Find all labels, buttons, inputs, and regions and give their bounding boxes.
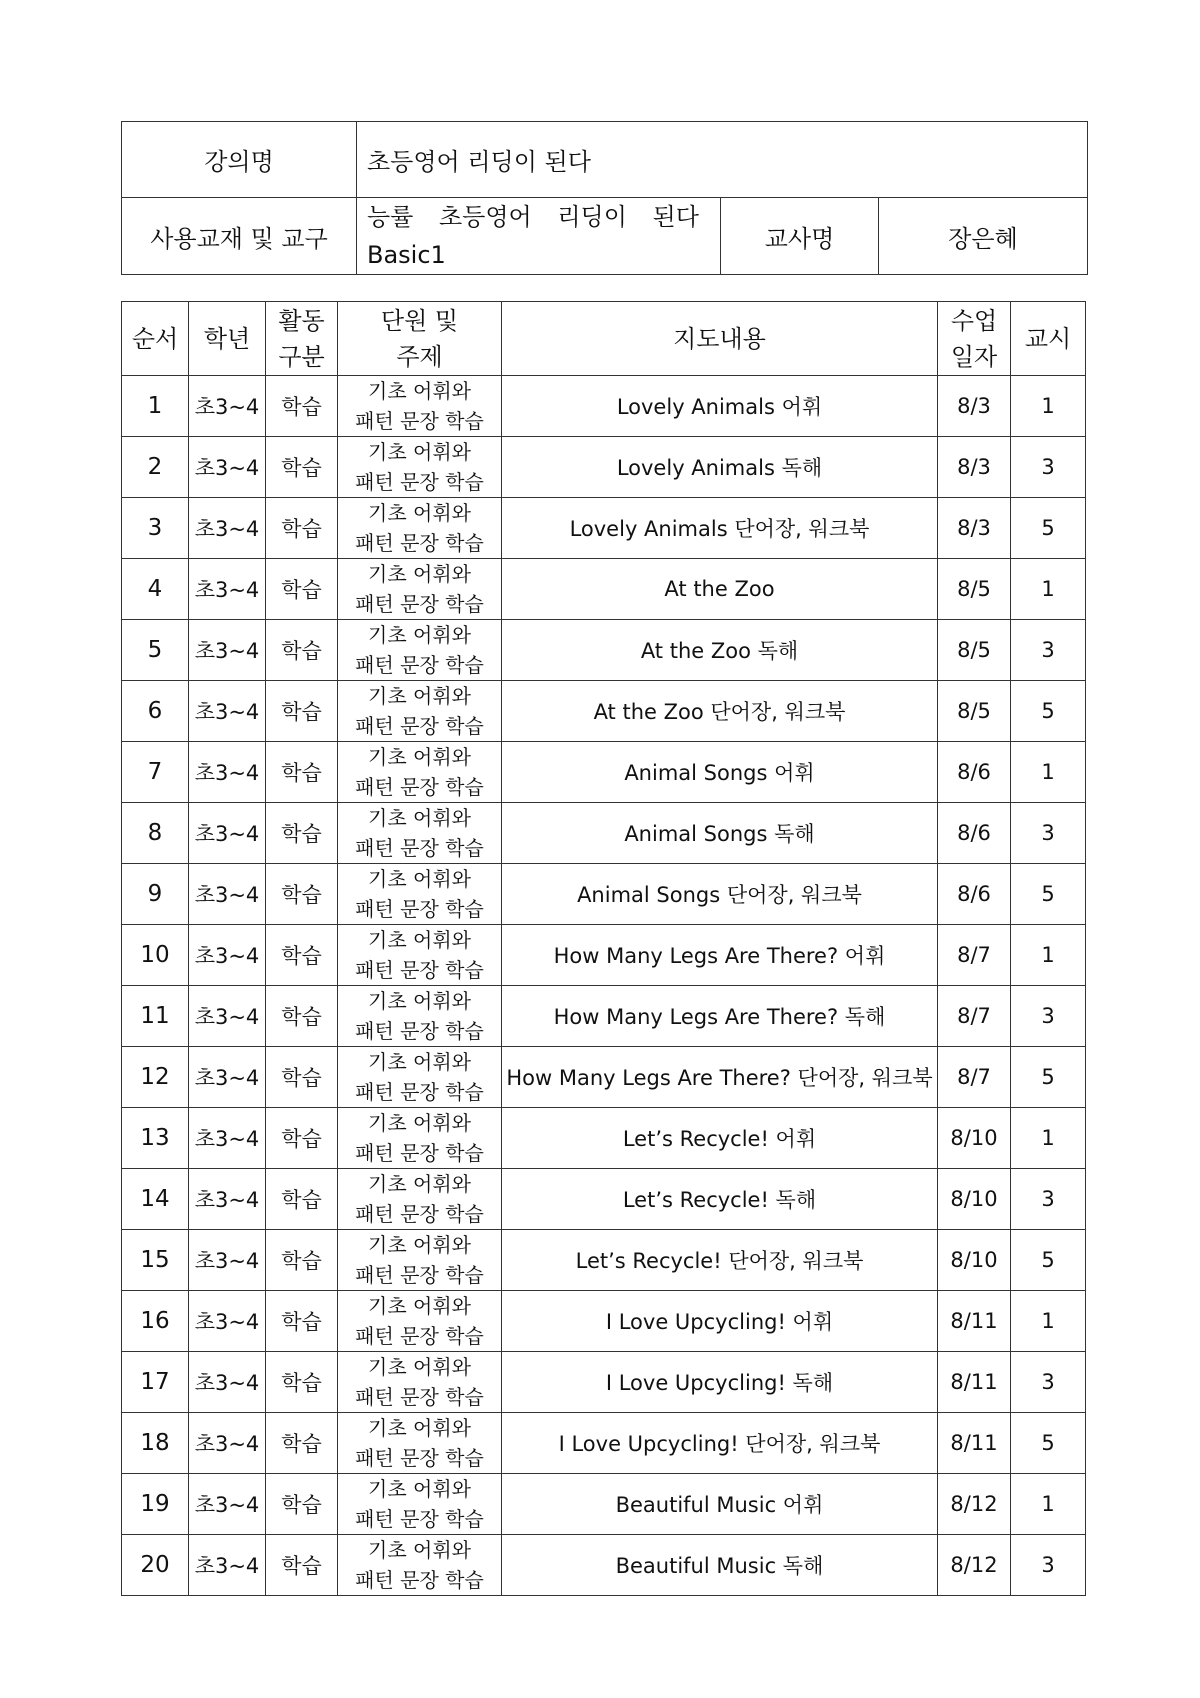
schedule-header-row (122, 302, 1086, 376)
row-content-cell: How Many Legs Are There? 어휘 (502, 925, 938, 986)
table-row (122, 620, 1086, 681)
row-period-cell: 5 (1011, 681, 1086, 742)
row-activity-cell: 학습 (266, 1535, 338, 1596)
row-grade-cell: 초3~4 (189, 437, 266, 498)
row-grade-cell: 초3~4 (189, 1352, 266, 1413)
row-content-cell: At the Zoo 독해 (502, 620, 938, 681)
row-unit-cell (338, 1535, 502, 1596)
row-activity-cell: 학습 (266, 1169, 338, 1230)
row-unit-cell (338, 864, 502, 925)
row-grade-cell: 초3~4 (189, 1474, 266, 1535)
row-grade-cell: 초3~4 (189, 986, 266, 1047)
row-activity-cell: 학습 (266, 864, 338, 925)
header-activity-line1: 활동 (278, 306, 325, 335)
row-content-cell: Lovely Animals 단어장, 워크북 (502, 498, 938, 559)
row-date-cell: 8/11 (938, 1291, 1011, 1352)
row-period-cell: 1 (1011, 1108, 1086, 1169)
row-activity-cell: 학습 (266, 620, 338, 681)
row-unit-line2: 패턴 문장 학습 (355, 1141, 484, 1165)
row-date-cell: 8/10 (938, 1169, 1011, 1230)
row-unit-cell (338, 1352, 502, 1413)
row-date-cell: 8/6 (938, 864, 1011, 925)
row-unit-cell (338, 681, 502, 742)
row-unit-line2: 패턴 문장 학습 (355, 409, 484, 433)
row-period-cell: 5 (1011, 498, 1086, 559)
row-grade-cell: 초3~4 (189, 376, 266, 437)
row-period-cell: 3 (1011, 437, 1086, 498)
row-content-cell: Animal Songs 단어장, 워크북 (502, 864, 938, 925)
row-date-cell: 8/12 (938, 1474, 1011, 1535)
row-order-cell: 10 (122, 925, 189, 986)
row-date-cell: 8/11 (938, 1413, 1011, 1474)
header-unit-line1: 단원 및 (380, 306, 459, 335)
header-grade: 학년 (189, 302, 266, 376)
table-row (122, 376, 1086, 437)
row-grade-cell: 초3~4 (189, 1291, 266, 1352)
table-row (122, 803, 1086, 864)
row-period-cell: 1 (1011, 559, 1086, 620)
row-grade-cell: 초3~4 (189, 1047, 266, 1108)
header-content: 지도내용 (502, 302, 938, 376)
row-content-cell: How Many Legs Are There? 독해 (502, 986, 938, 1047)
row-activity-cell: 학습 (266, 742, 338, 803)
row-content-cell: At the Zoo (502, 559, 938, 620)
row-unit-cell (338, 437, 502, 498)
row-unit-line1: 기초 어휘와 (368, 623, 471, 647)
row-period-cell: 5 (1011, 1413, 1086, 1474)
table-row (122, 1535, 1086, 1596)
row-order-cell: 19 (122, 1474, 189, 1535)
row-period-cell: 1 (1011, 925, 1086, 986)
header-unit (338, 302, 502, 376)
row-content-cell: I Love Upcycling! 단어장, 워크북 (502, 1413, 938, 1474)
row-unit-line2: 패턴 문장 학습 (355, 1507, 484, 1531)
row-unit-line2: 패턴 문장 학습 (355, 1202, 484, 1226)
row-content-cell: At the Zoo 단어장, 워크북 (502, 681, 938, 742)
row-grade-cell: 초3~4 (189, 1230, 266, 1291)
row-unit-line2: 패턴 문장 학습 (355, 592, 484, 616)
row-activity-cell: 학습 (266, 437, 338, 498)
row-unit-line2: 패턴 문장 학습 (355, 897, 484, 921)
row-unit-line2: 패턴 문장 학습 (355, 1263, 484, 1287)
row-order-cell: 12 (122, 1047, 189, 1108)
row-grade-cell: 초3~4 (189, 681, 266, 742)
row-activity-cell: 학습 (266, 559, 338, 620)
row-content-cell: I Love Upcycling! 독해 (502, 1352, 938, 1413)
row-content-cell: Beautiful Music 독해 (502, 1535, 938, 1596)
row-unit-cell (338, 1413, 502, 1474)
row-unit-line1: 기초 어휘와 (368, 379, 471, 403)
row-content-cell: Let’s Recycle! 독해 (502, 1169, 938, 1230)
row-content-cell: Animal Songs 어휘 (502, 742, 938, 803)
row-period-cell: 3 (1011, 1352, 1086, 1413)
row-unit-cell (338, 742, 502, 803)
row-grade-cell: 초3~4 (189, 1169, 266, 1230)
row-activity-cell: 학습 (266, 803, 338, 864)
row-activity-cell: 학습 (266, 1413, 338, 1474)
table-row (122, 925, 1086, 986)
row-unit-line1: 기초 어휘와 (368, 1294, 471, 1318)
row-unit-cell (338, 498, 502, 559)
row-date-cell: 8/7 (938, 986, 1011, 1047)
row-period-cell: 3 (1011, 1535, 1086, 1596)
row-date-cell: 8/7 (938, 925, 1011, 986)
row-unit-cell (338, 803, 502, 864)
row-unit-cell (338, 1291, 502, 1352)
row-unit-line1: 기초 어휘와 (368, 1111, 471, 1135)
row-activity-cell: 학습 (266, 986, 338, 1047)
row-date-cell: 8/12 (938, 1535, 1011, 1596)
header-order: 순서 (122, 302, 189, 376)
row-activity-cell: 학습 (266, 498, 338, 559)
row-content-cell: How Many Legs Are There? 단어장, 워크북 (502, 1047, 938, 1108)
table-row (122, 742, 1086, 803)
row-unit-line2: 패턴 문장 학습 (355, 653, 484, 677)
row-unit-cell (338, 376, 502, 437)
row-period-cell: 3 (1011, 986, 1086, 1047)
course-name-value: 초등영어 리딩이 된다 (357, 122, 1088, 198)
row-unit-cell (338, 986, 502, 1047)
row-content-cell: Lovely Animals 어휘 (502, 376, 938, 437)
row-date-cell: 8/5 (938, 681, 1011, 742)
table-row (122, 864, 1086, 925)
row-grade-cell: 초3~4 (189, 1413, 266, 1474)
row-unit-line2: 패턴 문장 학습 (355, 1080, 484, 1104)
row-order-cell: 14 (122, 1169, 189, 1230)
row-order-cell: 1 (122, 376, 189, 437)
row-unit-line1: 기초 어휘와 (368, 867, 471, 891)
teacher-label: 교사명 (721, 198, 879, 275)
row-date-cell: 8/5 (938, 559, 1011, 620)
row-activity-cell: 학습 (266, 1474, 338, 1535)
row-grade-cell: 초3~4 (189, 925, 266, 986)
row-unit-cell (338, 1108, 502, 1169)
table-row (122, 1474, 1086, 1535)
table-row (122, 1230, 1086, 1291)
row-order-cell: 3 (122, 498, 189, 559)
row-activity-cell: 학습 (266, 1230, 338, 1291)
table-row (122, 1413, 1086, 1474)
row-unit-line1: 기초 어휘와 (368, 1477, 471, 1501)
row-unit-line2: 패턴 문장 학습 (355, 958, 484, 982)
row-activity-cell: 학습 (266, 1047, 338, 1108)
row-period-cell: 3 (1011, 620, 1086, 681)
row-grade-cell: 초3~4 (189, 1108, 266, 1169)
course-info-table (121, 121, 1088, 275)
row-unit-cell (338, 1230, 502, 1291)
header-unit-line2: 주제 (396, 342, 443, 371)
teacher-value: 장은혜 (879, 198, 1088, 275)
row-unit-line1: 기초 어휘와 (368, 928, 471, 952)
table-row (122, 1108, 1086, 1169)
row-period-cell: 5 (1011, 1047, 1086, 1108)
row-unit-line2: 패턴 문장 학습 (355, 1019, 484, 1043)
row-activity-cell: 학습 (266, 376, 338, 437)
row-unit-line2: 패턴 문장 학습 (355, 1324, 484, 1348)
row-order-cell: 6 (122, 681, 189, 742)
row-unit-cell (338, 1169, 502, 1230)
row-unit-line1: 기초 어휘와 (368, 1416, 471, 1440)
row-grade-cell: 초3~4 (189, 1535, 266, 1596)
textbook-label: 사용교재 및 교구 (122, 198, 357, 275)
row-order-cell: 18 (122, 1413, 189, 1474)
course-name-label: 강의명 (122, 122, 357, 198)
table-row (122, 559, 1086, 620)
row-unit-line1: 기초 어휘와 (368, 989, 471, 1013)
header-activity (266, 302, 338, 376)
row-activity-cell: 학습 (266, 1108, 338, 1169)
row-order-cell: 2 (122, 437, 189, 498)
row-unit-cell (338, 620, 502, 681)
row-date-cell: 8/6 (938, 742, 1011, 803)
row-unit-cell (338, 559, 502, 620)
table-row (122, 681, 1086, 742)
row-unit-line1: 기초 어휘와 (368, 1538, 471, 1562)
row-content-cell: I Love Upcycling! 어휘 (502, 1291, 938, 1352)
row-unit-line1: 기초 어휘와 (368, 440, 471, 464)
header-date-line2: 일자 (950, 342, 998, 371)
row-unit-cell (338, 1047, 502, 1108)
row-period-cell: 1 (1011, 1474, 1086, 1535)
row-content-cell: Let’s Recycle! 어휘 (502, 1108, 938, 1169)
row-date-cell: 8/5 (938, 620, 1011, 681)
row-unit-line1: 기초 어휘와 (368, 501, 471, 525)
row-unit-line2: 패턴 문장 학습 (355, 1568, 484, 1592)
row-order-cell: 7 (122, 742, 189, 803)
row-activity-cell: 학습 (266, 1352, 338, 1413)
row-unit-line2: 패턴 문장 학습 (355, 1385, 484, 1409)
header-date (938, 302, 1011, 376)
row-date-cell: 8/3 (938, 437, 1011, 498)
row-unit-cell (338, 1474, 502, 1535)
row-period-cell: 5 (1011, 864, 1086, 925)
row-unit-line1: 기초 어휘와 (368, 1172, 471, 1196)
row-unit-line1: 기초 어휘와 (368, 745, 471, 769)
row-order-cell: 5 (122, 620, 189, 681)
header-period: 교시 (1011, 302, 1086, 376)
row-date-cell: 8/6 (938, 803, 1011, 864)
row-grade-cell: 초3~4 (189, 559, 266, 620)
row-unit-line1: 기초 어휘와 (368, 684, 471, 708)
row-order-cell: 15 (122, 1230, 189, 1291)
row-activity-cell: 학습 (266, 681, 338, 742)
textbook-value (357, 198, 721, 275)
row-order-cell: 17 (122, 1352, 189, 1413)
row-unit-line2: 패턴 문장 학습 (355, 531, 484, 555)
table-row (122, 986, 1086, 1047)
textbook-level: Basic1 (367, 241, 446, 269)
row-period-cell: 1 (1011, 376, 1086, 437)
row-date-cell: 8/3 (938, 376, 1011, 437)
row-unit-line2: 패턴 문장 학습 (355, 470, 484, 494)
schedule-table (121, 301, 1086, 1596)
table-row (122, 437, 1086, 498)
row-date-cell: 8/10 (938, 1230, 1011, 1291)
row-date-cell: 8/7 (938, 1047, 1011, 1108)
table-row (122, 498, 1086, 559)
row-unit-line1: 기초 어휘와 (368, 562, 471, 586)
table-row (122, 1291, 1086, 1352)
row-unit-line2: 패턴 문장 학습 (355, 714, 484, 738)
row-unit-line1: 기초 어휘와 (368, 1233, 471, 1257)
table-row (122, 1352, 1086, 1413)
row-period-cell: 3 (1011, 803, 1086, 864)
row-unit-line1: 기초 어휘와 (368, 806, 471, 830)
row-order-cell: 20 (122, 1535, 189, 1596)
row-unit-line2: 패턴 문장 학습 (355, 1446, 484, 1470)
row-order-cell: 13 (122, 1108, 189, 1169)
row-order-cell: 8 (122, 803, 189, 864)
row-content-cell: Lovely Animals 독해 (502, 437, 938, 498)
textbook-title: 능률 초등영어 리딩이 된다 (367, 203, 699, 231)
header-activity-line2: 구분 (278, 342, 325, 371)
row-content-cell: Let’s Recycle! 단어장, 워크북 (502, 1230, 938, 1291)
row-order-cell: 16 (122, 1291, 189, 1352)
row-grade-cell: 초3~4 (189, 620, 266, 681)
row-grade-cell: 초3~4 (189, 803, 266, 864)
row-grade-cell: 초3~4 (189, 742, 266, 803)
row-unit-cell (338, 925, 502, 986)
row-content-cell: Beautiful Music 어휘 (502, 1474, 938, 1535)
header-date-line1: 수업 (950, 306, 998, 335)
row-order-cell: 11 (122, 986, 189, 1047)
row-unit-line1: 기초 어휘와 (368, 1355, 471, 1379)
row-period-cell: 1 (1011, 742, 1086, 803)
row-unit-line2: 패턴 문장 학습 (355, 775, 484, 799)
row-grade-cell: 초3~4 (189, 864, 266, 925)
row-date-cell: 8/3 (938, 498, 1011, 559)
table-row (122, 1047, 1086, 1108)
row-date-cell: 8/11 (938, 1352, 1011, 1413)
row-period-cell: 1 (1011, 1291, 1086, 1352)
row-activity-cell: 학습 (266, 925, 338, 986)
row-grade-cell: 초3~4 (189, 498, 266, 559)
row-order-cell: 9 (122, 864, 189, 925)
table-row (122, 1169, 1086, 1230)
row-activity-cell: 학습 (266, 1291, 338, 1352)
row-period-cell: 3 (1011, 1169, 1086, 1230)
row-order-cell: 4 (122, 559, 189, 620)
row-period-cell: 5 (1011, 1230, 1086, 1291)
row-date-cell: 8/10 (938, 1108, 1011, 1169)
row-unit-line1: 기초 어휘와 (368, 1050, 471, 1074)
row-content-cell: Animal Songs 독해 (502, 803, 938, 864)
row-unit-line2: 패턴 문장 학습 (355, 836, 484, 860)
